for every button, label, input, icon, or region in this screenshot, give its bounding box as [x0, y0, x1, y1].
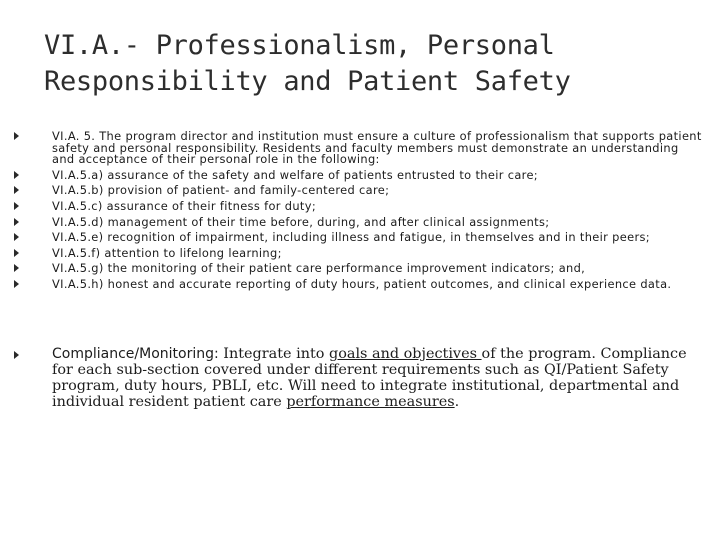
list-item [14, 198, 704, 213]
bullet-text: VI.A.5.b) provision of patient- and family-centered care; [52, 183, 390, 198]
list-item [14, 131, 704, 166]
bullet-text: VI.A.5.h) honest and accurate reporting of duty hours, patient outcomes, and clinical experience data. [52, 276, 672, 291]
bullet-arrow-icon [14, 186, 19, 194]
list-item [14, 232, 704, 244]
bullet-arrow-icon [14, 351, 19, 359]
compliance-section [14, 346, 704, 410]
list-item [14, 263, 704, 275]
requirement-list [14, 131, 704, 295]
list-item [14, 214, 704, 229]
slide-title [44, 28, 684, 100]
bullet-arrow-icon [14, 233, 19, 241]
bullet-arrow-icon [14, 218, 19, 226]
compliance-text-3: . [454, 394, 460, 410]
title-line-1: VI.A.- Professionalism, Personal [44, 30, 555, 61]
list-item [14, 245, 704, 260]
bullet-text: VI.A.5.c) assurance of their fitness for duty; [52, 198, 317, 213]
title-line-2: Responsibility and Patient Safety [44, 66, 571, 97]
bullet-text: VI.A.5.g) the monitoring of their patient care performance improvement indicators; and, [52, 261, 586, 276]
bullet-arrow-icon [14, 132, 19, 140]
bullet-arrow-icon [14, 202, 19, 210]
bullet-arrow-icon [14, 171, 19, 179]
bullet-arrow-icon [14, 280, 19, 288]
bullet-text: VI.A.5.f) attention to lifelong learning; [52, 245, 282, 260]
bullet-text: VI.A.5.a) assurance of the safety and welfare of patients entrusted to their care; [52, 167, 538, 182]
goals-objectives-link[interactable]: goals and objectives [328, 346, 482, 362]
bullet-arrow-icon [14, 249, 19, 257]
bullet-arrow-icon [14, 264, 19, 272]
compliance-item [14, 346, 704, 410]
compliance-text-1: Integrate into [218, 346, 329, 362]
bullet-text: VI.A. 5. The program director and institution must ensure a culture of professionalism that supports patient safety and personal responsibility. Residents and faculty members must demonstrate an understanding and acceptance of their personal role in the following: [52, 129, 702, 167]
performance-measures-link[interactable]: performance measures [286, 394, 455, 410]
compliance-text-2: of the program. Compliance for each sub-section covered under different requirements such as QI/Patient Safety program, duty hours, PBLI, etc. Will need to integrate institutional, departmental and individual resident patient care [52, 346, 687, 410]
bullet-text: VI.A.5.e) recognition of impairment, including illness and fatigue, in themselves and in their peers; [52, 230, 650, 245]
list-item [14, 276, 704, 291]
compliance-label: Compliance/Monitoring: [52, 346, 219, 362]
list-item [14, 185, 704, 197]
bullet-text: VI.A.5.d) management of their time before, during, and after clinical assignments; [52, 214, 550, 229]
list-item [14, 167, 704, 182]
